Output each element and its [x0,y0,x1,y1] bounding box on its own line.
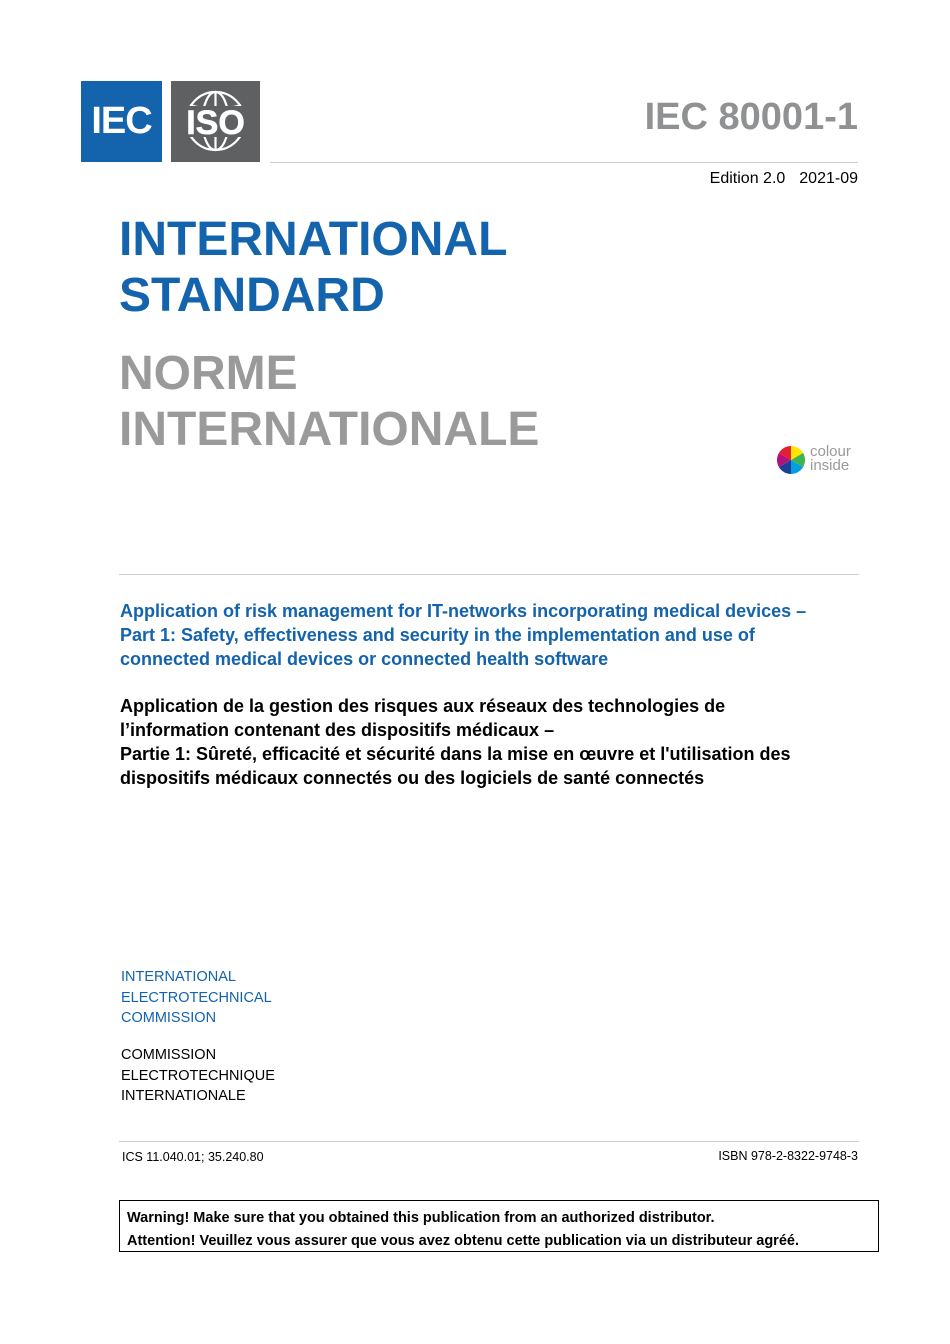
footer-divider [119,1141,859,1142]
subtitle-english [120,599,860,671]
warning-english: Warning! Make sure that you obtained this publication from an authorized distributor. [127,1210,715,1226]
title-fr-line1: NORME [119,347,298,400]
title-en-line1: INTERNATIONAL [119,213,508,266]
title-english [119,212,507,324]
colour-inside-badge [777,443,867,476]
org-fr-line: INTERNATIONALE [121,1088,246,1104]
subtitle-en-line: Application of risk management for IT-networks incorporating medical devices – [120,601,807,621]
colour-inside-text [810,445,851,473]
subtitle-fr-line: Application de la gestion des risques aux réseaux des technologies de [120,696,726,716]
org-en-line: INTERNATIONAL [121,969,236,985]
org-fr-line: COMMISSION [121,1047,217,1063]
title-divider [119,574,859,575]
subtitle-french [120,694,860,790]
subtitle-fr-line: Partie 1: Sûreté, efficacité et sécurité dans la mise en œuvre et l'utilisation des [120,744,791,764]
subtitle-en-line: Part 1: Safety, effectiveness and security in the implementation and use of [120,625,755,645]
org-en-line: COMMISSION [121,1010,217,1026]
subtitle-en-line: connected medical devices or connected health software [120,649,609,669]
organization-name-english [121,967,272,1029]
edition-info [696,170,858,188]
iso-globe-icon [171,81,260,162]
isbn-number: ISBN 978-2-8322-9748-3 [718,1149,858,1163]
title-french [119,346,539,458]
badge-line2: inside [810,457,850,474]
subtitle-fr-line: dispositifs médicaux connectés ou des logiciels de santé connectés [120,768,705,788]
ics-code: ICS 11.040.01; 35.240.80 [122,1150,264,1164]
edition-label: Edition 2.0 [709,170,786,187]
subtitle-fr-line: l’information contenant des dispositifs médicaux – [120,720,555,740]
header-divider [270,162,858,163]
title-fr-line2: INTERNATIONALE [119,403,540,456]
iso-logo [171,81,260,162]
title-en-line2: STANDARD [119,269,385,322]
organization-name-french [121,1045,275,1107]
colour-wheel-icon [777,446,805,474]
iec-logo-text: IEC [91,100,152,142]
org-en-line: ELECTROTECHNICAL [121,989,272,1006]
edition-date: 2021-09 [799,170,858,187]
iec-logo [81,81,162,162]
warning-french: Attention! Veuillez vous assurer que vous avez obtenu cette publication via un distributeur agréé. [127,1233,799,1249]
badge-line1: colour [810,443,851,460]
iso-logo-text: ISO [186,104,245,142]
document-number: IEC 80001-1 [644,96,858,138]
warning-box [119,1200,879,1252]
org-fr-line: ELECTROTECHNIQUE [121,1067,275,1084]
